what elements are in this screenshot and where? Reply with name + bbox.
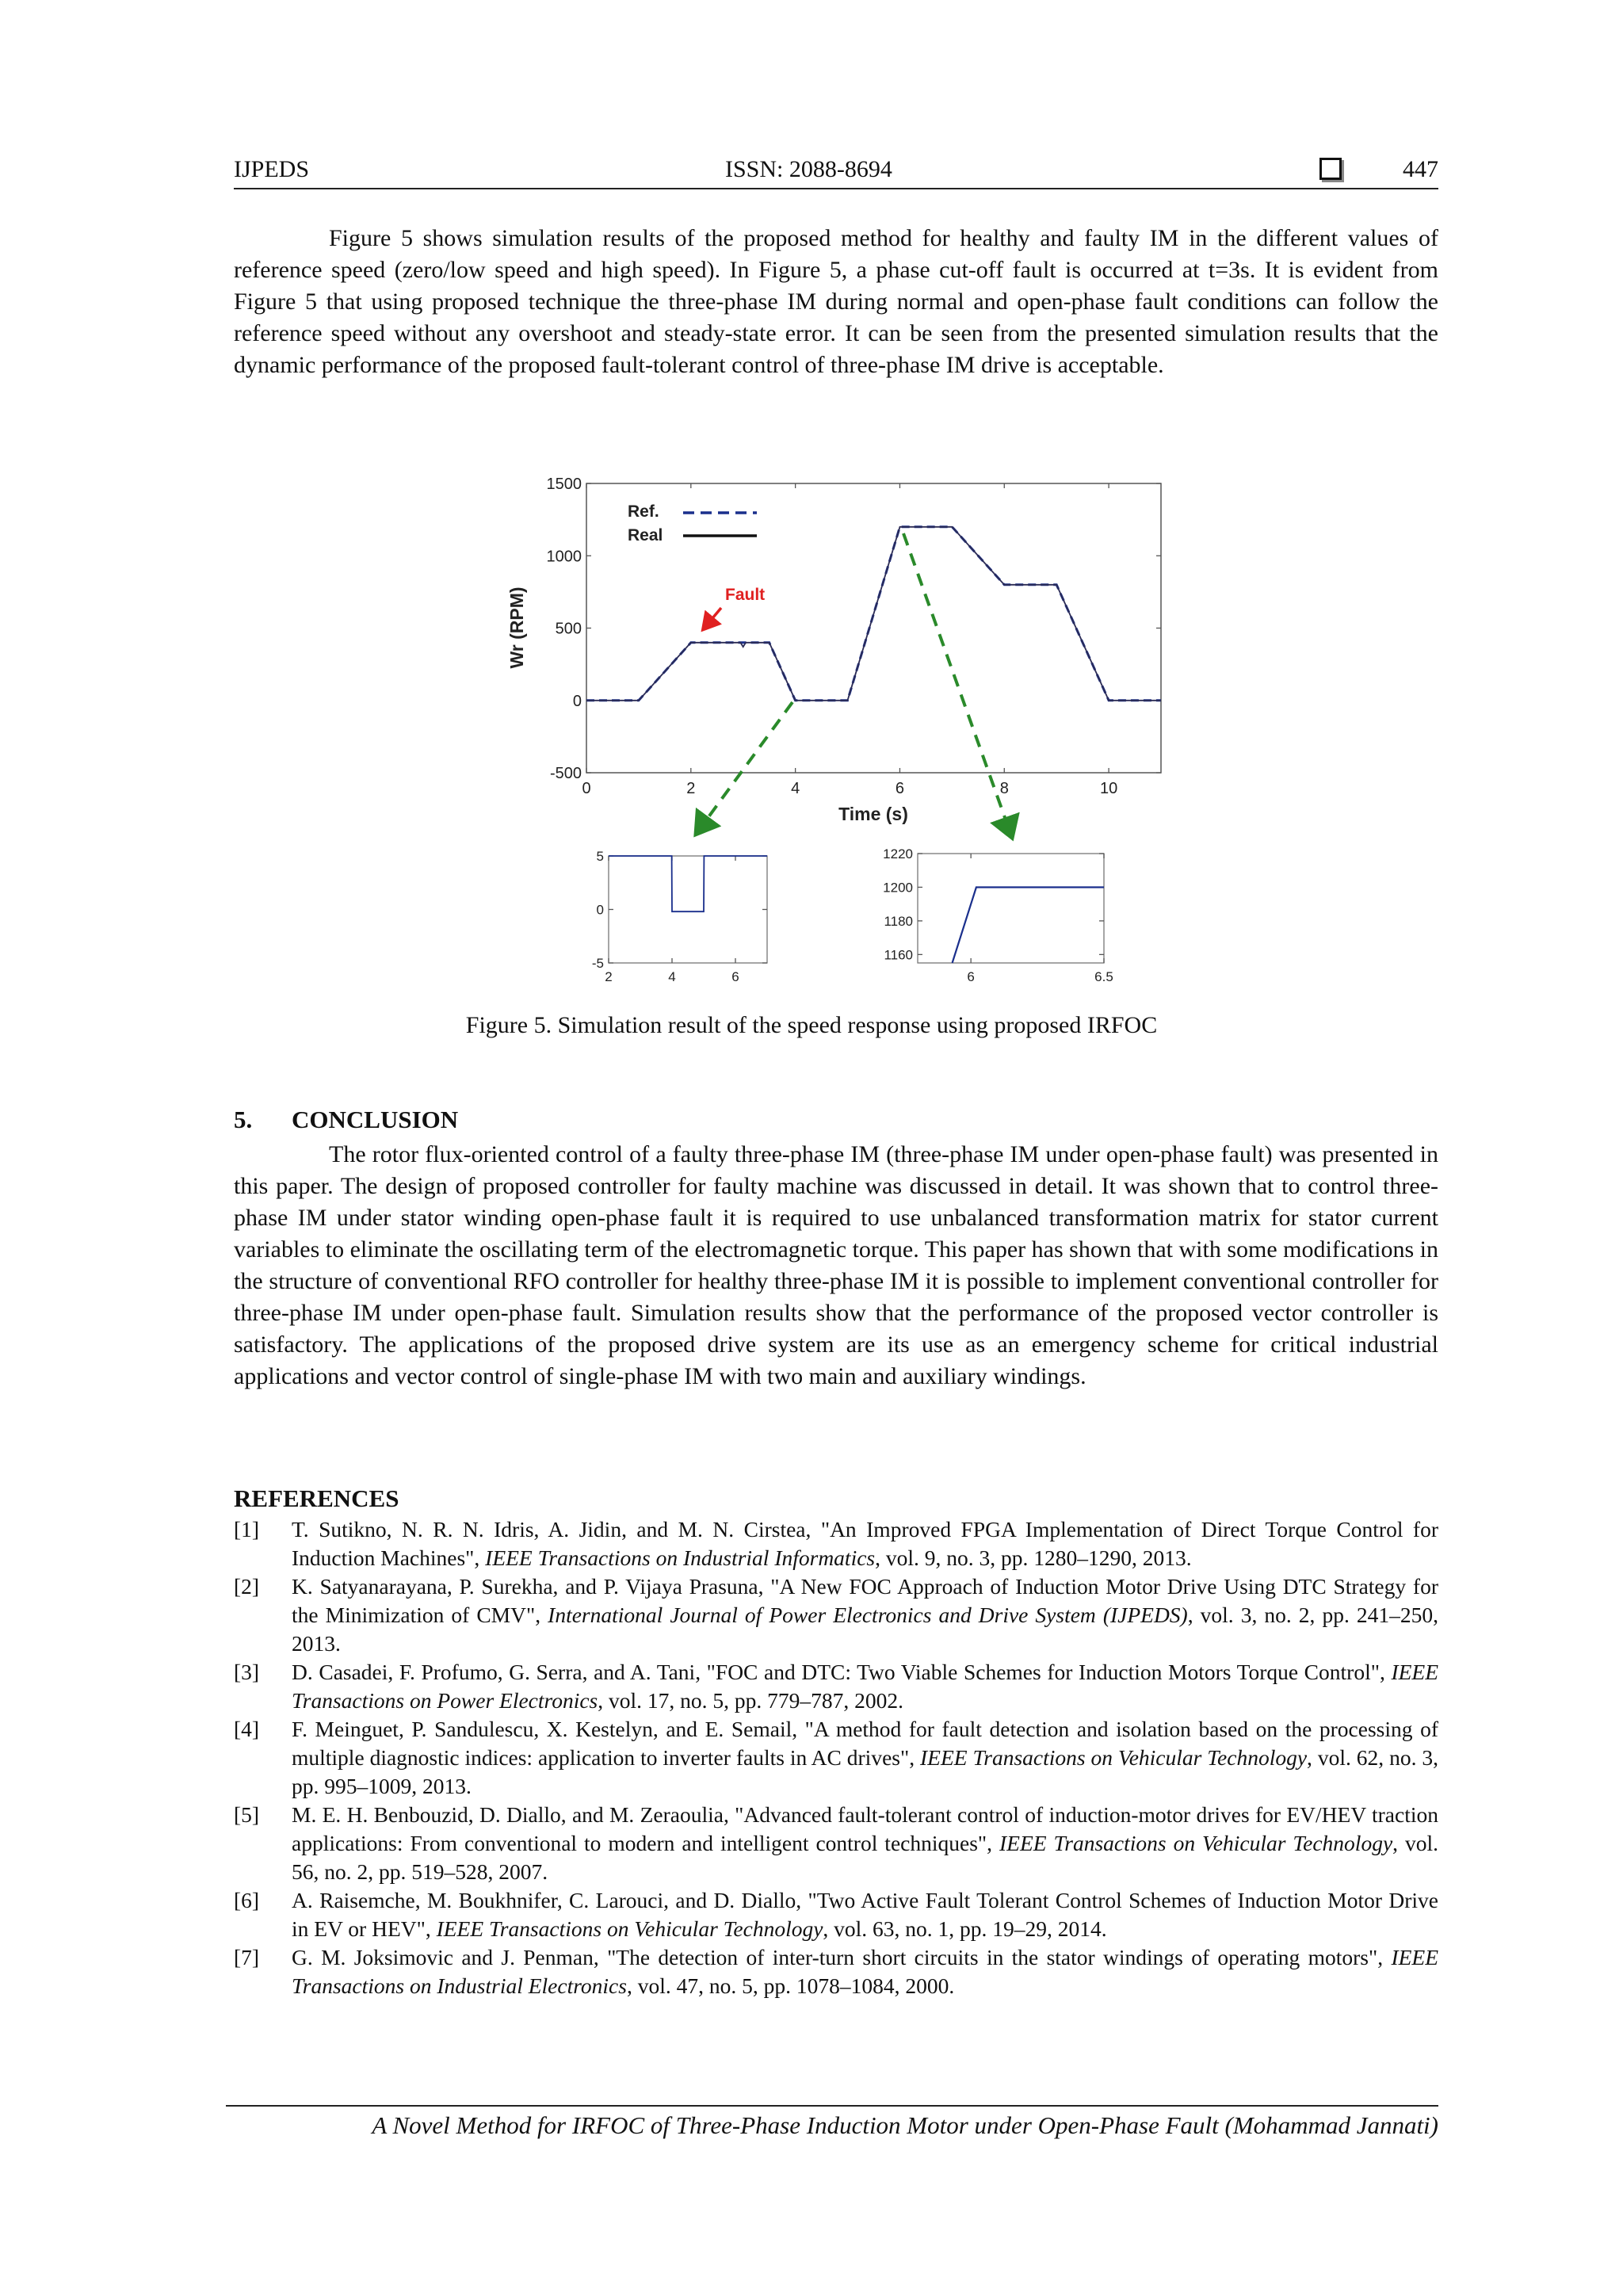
reference-item xyxy=(234,1886,1438,1943)
section-heading-conclusion xyxy=(234,1106,458,1134)
reference-details: , vol. 47, no. 5, pp. 1078–1084, 2000. xyxy=(626,1973,955,1998)
reference-text: M. E. H. Benbouzid, D. Diallo, and M. Zeraoulia, "Advanced fault-tolerant control of induction-motor drives for EV/HEV traction applications: From conventional to modern and intelligent control techniques", xyxy=(292,1802,1438,1855)
y-tick-label: 0 xyxy=(596,902,604,918)
y-tick-label: 500 xyxy=(555,620,582,638)
y-axis-label: Wr (RPM) xyxy=(506,586,527,669)
reference-journal: IEEE Transactions on Vehicular Technology xyxy=(999,1831,1393,1855)
reference-item xyxy=(234,1572,1438,1658)
x-tick-label: 10 xyxy=(1099,780,1118,797)
reference-number: [4] xyxy=(234,1717,260,1741)
series-line-real xyxy=(609,856,767,911)
reference-text: G. M. Joksimovic and J. Penman, "The detection of inter-turn short circuits in the stator windings of operating motors", xyxy=(292,1945,1392,1969)
x-tick-label: 2 xyxy=(686,780,696,797)
section-title: CONCLUSION xyxy=(292,1106,459,1133)
reference-item xyxy=(234,1658,1438,1715)
reference-details: , vol. 9, no. 3, pp. 1280–1290, 2013. xyxy=(875,1545,1192,1570)
reference-item xyxy=(234,1515,1438,1572)
x-tick-label: 6 xyxy=(731,969,739,984)
reference-number: [5] xyxy=(234,1802,260,1827)
fault-arrow xyxy=(705,608,721,628)
reference-text: F. Meinguet, P. Sandulescu, X. Kestelyn, and E. Semail, "A method for fault detection and isolation based on the processing of multiple diagnostic indices: application to inverter faults in AC drives", xyxy=(292,1717,1438,1770)
reference-details: , vol. 62, no. 3, pp. 995–1009, 2013. xyxy=(292,1745,1438,1798)
x-tick-label: 6 xyxy=(967,969,975,984)
intro-paragraph: Figure 5 shows simulation results of the proposed method for healthy and faulty IM in the different values of reference speed (zero/low speed and high speed). In Figure 5, a phase cut-off fault is occurred at t=3s. It is evident from Figure 5 that using proposed technique the three-phase IM during normal and open-phase fault conditions can follow the reference speed without any overshoot and steady-state error. It can be seen from the presented simulation results that the dynamic performance of the proposed fault-tolerant control of three-phase IM drive is acceptable. xyxy=(234,225,1438,378)
reference-journal: IEEE Transactions on Power Electronics xyxy=(292,1660,1438,1713)
reference-text: T. Sutikno, N. R. N. Idris, A. Jidin, and M. N. Cirstea, "An Improved FPGA Implementation of Direct Torque Control for Induction Machines", xyxy=(292,1517,1438,1570)
x-tick-label: 6.5 xyxy=(1094,969,1113,984)
zoom-arrow-right xyxy=(903,533,1011,835)
reference-journal: IEEE Transactions on Vehicular Technology xyxy=(436,1916,823,1941)
reference-journal: IEEE Transactions on Industrial Electronics xyxy=(292,1945,1438,1998)
references-heading: REFERENCES xyxy=(234,1484,399,1512)
reference-item xyxy=(234,1715,1438,1801)
reference-journal: International Journal of Power Electronics and Drive System (IJPEDS) xyxy=(548,1603,1188,1627)
inset-left-plot xyxy=(592,849,767,984)
y-tick-label: 1180 xyxy=(884,913,913,929)
zoom-arrow-left xyxy=(697,702,792,832)
page-number: 447 xyxy=(1403,156,1438,182)
legend xyxy=(628,502,757,544)
y-tick-label: 1160 xyxy=(884,947,913,963)
reference-number: [7] xyxy=(234,1945,260,1969)
journal-name: IJPEDS xyxy=(234,156,310,182)
y-tick-label: 1500 xyxy=(546,476,582,493)
reference-text: A. Raisemche, M. Boukhnifer, C. Larouci, and D. Diallo, "Two Active Fault Tolerant Control Schemes of Induction Motor Drive in EV or HEV", xyxy=(292,1888,1438,1941)
reference-list xyxy=(234,1515,1438,2000)
main-axis-ticks xyxy=(547,476,1162,797)
reference-details: , vol. 17, no. 5, pp. 779–787, 2002. xyxy=(598,1688,904,1713)
x-tick-label: 4 xyxy=(668,969,676,984)
legend-real-label: Real xyxy=(628,526,663,544)
reference-details: , vol. 63, no. 1, pp. 19–29, 2014. xyxy=(823,1916,1107,1941)
y-tick-label: -500 xyxy=(549,765,582,782)
reference-number: [2] xyxy=(234,1574,260,1599)
reference-details: , vol. 56, no. 2, pp. 519–528, 2007. xyxy=(292,1831,1439,1884)
issn: ISSN: 2088-8694 xyxy=(725,156,892,182)
y-tick-label: 1200 xyxy=(883,880,913,896)
section-number: 5. xyxy=(234,1106,253,1133)
page-footer xyxy=(226,2105,1438,2139)
inset-right-frame xyxy=(918,854,1104,963)
y-tick-label: 1000 xyxy=(546,548,582,566)
reference-journal: IEEE Transactions on Industrial Informatics xyxy=(485,1545,876,1570)
main-plot-frame xyxy=(586,483,1161,773)
conclusion-paragraph: The rotor flux-oriented control of a faulty three-phase IM (three-phase IM under open-phase fault) was presented in this paper. The design of proposed controller for faulty machine was discussed in detail. It was shown that to control three-phase IM under stator winding open-phase fault it is required to use unbalanced transformation matrix for stator current variables to eliminate the oscillating term of the electromagnetic torque. This paper has shown that with some modifications in the structure of conventional RFO controller for healthy three-phase IM it is possible to implement conventional controller for three-phase IM under open-phase fault. Simulation results show that the performance of the proposed vector controller is satisfactory. The applications of the proposed drive system are its use as an emergency scheme for critical industrial applications and vector control of single-phase IM with two main and auxiliary windings. xyxy=(234,1141,1438,1389)
x-tick-label: 2 xyxy=(605,969,613,984)
reference-number: [3] xyxy=(234,1660,260,1684)
x-tick-label: 4 xyxy=(791,780,800,797)
fault-annotation: Fault xyxy=(725,586,766,604)
reference-text: D. Casadei, F. Profumo, G. Serra, and A. Tani, "FOC and DTC: Two Viable Schemes for Induction Motors Torque Control", xyxy=(292,1660,1392,1684)
reference-details: , vol. 3, no. 2, pp. 241–250, 2013. xyxy=(292,1603,1439,1656)
figure-5 xyxy=(0,0,1623,1007)
y-tick-label: -5 xyxy=(591,955,604,971)
reference-text: K. Satyanarayana, P. Surekha, and P. Vijaya Prasuna, "A New FOC Approach of Induction Motor Drive Using DTC Strategy for the Minimization of CMV", xyxy=(292,1574,1438,1627)
y-tick-label: 0 xyxy=(572,692,582,710)
x-tick-label: 8 xyxy=(999,780,1009,797)
figure-caption: Figure 5. Simulation result of the speed response using proposed IRFOC xyxy=(465,1012,1158,1038)
reference-item xyxy=(234,1801,1438,1886)
series-line-real xyxy=(953,888,1104,964)
y-tick-label: 5 xyxy=(596,848,604,864)
reference-number: [6] xyxy=(234,1888,260,1912)
y-tick-label: 1220 xyxy=(883,846,913,861)
x-axis-label: Time (s) xyxy=(838,804,908,824)
reference-number: [1] xyxy=(234,1517,260,1541)
legend-ref-label: Ref. xyxy=(628,502,659,521)
footer-text: A Novel Method for IRFOC of Three-Phase Induction Motor under Open-Phase Fault (Mohammad Jannati) xyxy=(372,2111,1438,2139)
x-tick-label: 0 xyxy=(582,780,591,797)
reference-journal: IEEE Transactions on Vehicular Technology xyxy=(920,1745,1308,1770)
series-line-real xyxy=(586,527,1161,701)
x-tick-label: 6 xyxy=(895,780,905,797)
reference-item xyxy=(234,1943,1438,2000)
inset-left-frame xyxy=(609,856,767,963)
